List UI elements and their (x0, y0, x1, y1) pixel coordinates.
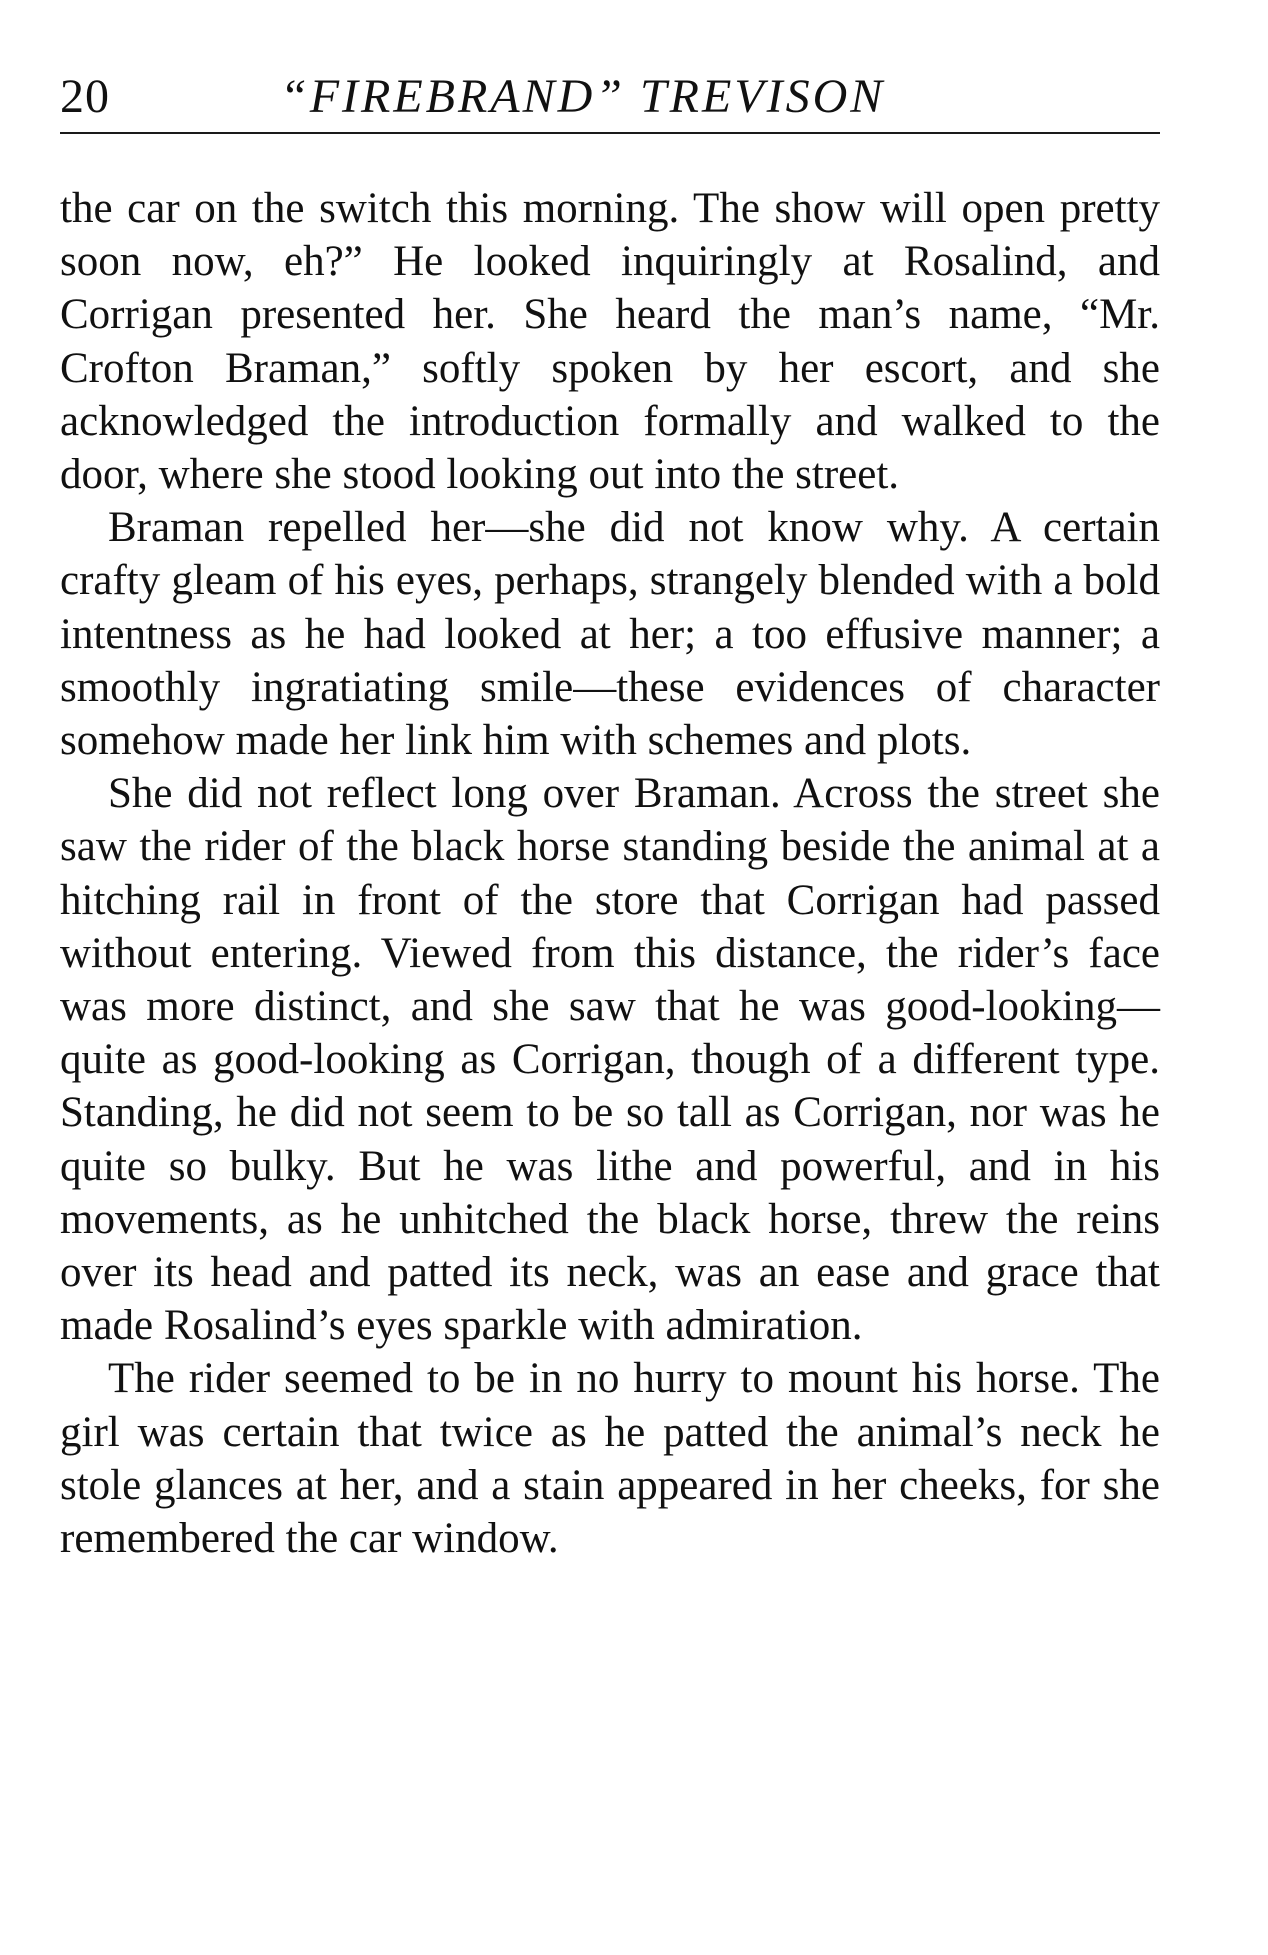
body-text (60, 182, 1160, 1565)
paragraph-braman: Braman repelled her—she did not know why. A certain crafty gleam of his eyes, perhaps, strangely blended with a bold intentness as he had looked at her; a too effusive manner; a smoothly ingratiating smile—these evidences of character somehow made her link him with schemes and plots. (60, 504, 1160, 765)
paragraph-glances: The rider seemed to be in no hurry to mount his horse. The girl was certain that twice as he patted the animal’s neck he stole glances at her, and a stain appeared in her cheeks, for she remembered the car window. (60, 1355, 1160, 1563)
page-number: 20 (60, 70, 110, 123)
paragraph-rider: She did not reflect long over Braman. Across the street she saw the rider of the black horse standing beside the animal at a hitching rail in front of the store that Corrigan had passed without entering. Viewed from this distance, the rider’s face was more distinct, and she saw that he was good-looking—quite as good-looking as Corrigan, though of a different type. Standing, he did not seem to be so tall as Corrigan, nor was he quite so bulky. But he was lithe and powerful, and in his movements, as he unhitched the black horse, threw the reins over its head and patted its neck, was an ease and grace that made Rosalind’s eyes sparkle with admiration. (60, 770, 1160, 1350)
running-title: “FIREBRAND” TREVISON (280, 70, 886, 123)
paragraph-continued: the car on the switch this morning. The show will open pretty soon now, eh?” He looked inquiringly at Rosalind, and Corrigan presented her. She heard the man’s name, “Mr. Crofton Braman,” softly spoken by her escort, and she acknowledged the introduction formally and walked to the door, where she stood looking out into the street. (60, 185, 1160, 499)
running-head (60, 62, 1160, 134)
book-page (60, 62, 1160, 1565)
